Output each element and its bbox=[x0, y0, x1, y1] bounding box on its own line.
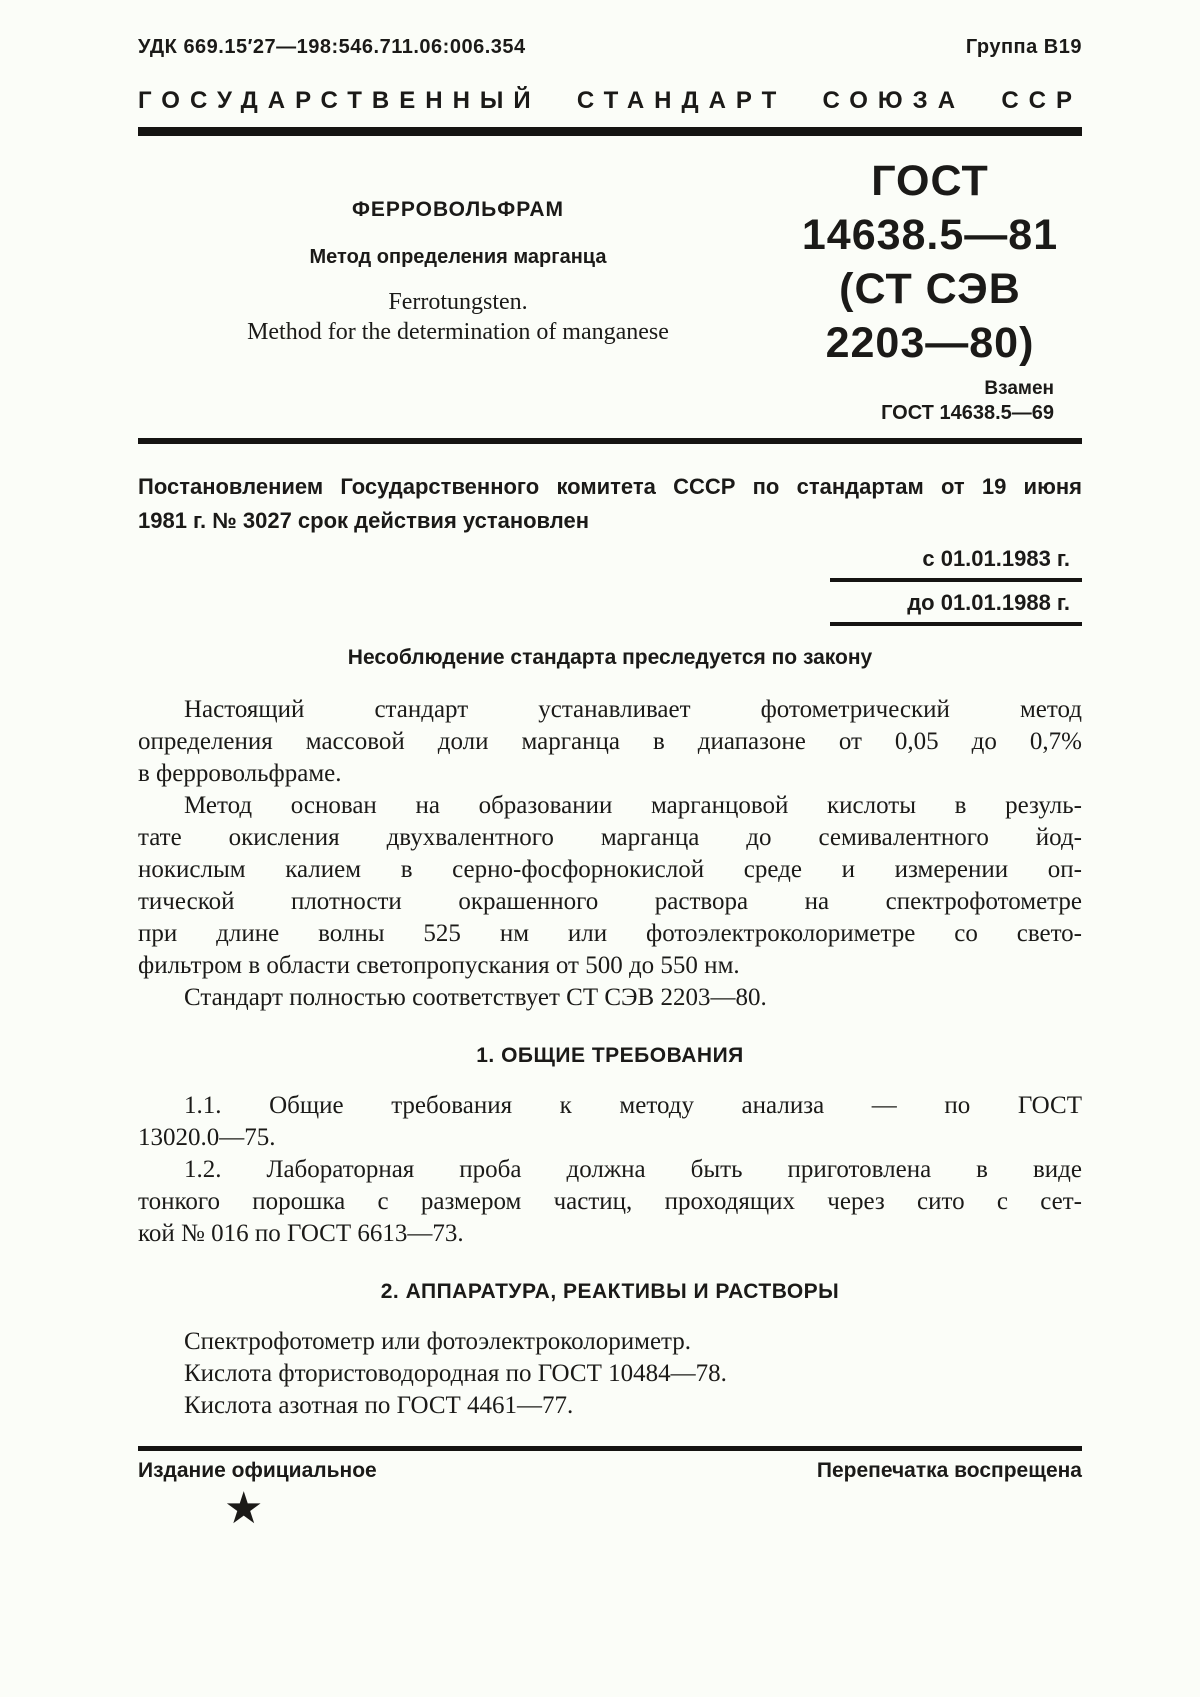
intro-p2-line: нокислым калием в серно-фосфорнокислой среде и измерении оп- bbox=[138, 856, 1082, 883]
designation-line-2: 14638.5—81 bbox=[801, 211, 1059, 259]
intro-p1-line: Настоящий стандарт устанавливает фотометрический метод bbox=[184, 696, 1082, 723]
intro-p1-line: в ферровольфраме. bbox=[138, 760, 342, 787]
group-code: Группа В19 bbox=[965, 36, 1082, 58]
clause-1-2-line: тонкого порошка с размером частиц, проходящих через сито с сет- bbox=[138, 1188, 1082, 1215]
designation-line-1: ГОСТ bbox=[871, 157, 989, 205]
top-row bbox=[138, 36, 1082, 59]
section2-heading: 2. АППАРАТУРА, РЕАКТИВЫ И РАСТВОРЫ bbox=[380, 1280, 840, 1303]
clause-1-2-line: кой № 016 по ГОСТ 6613—73. bbox=[138, 1220, 464, 1247]
section1-text bbox=[138, 1090, 1082, 1250]
replaces-label: Взамен bbox=[984, 378, 1054, 399]
standard-type-heading: ГОСУДАРСТВЕННЫЙ СТАНДАРТ СОЮЗА ССР bbox=[138, 87, 1082, 114]
replaces-value: ГОСТ 14638.5—69 bbox=[881, 402, 1054, 424]
legal-notice: Несоблюдение стандарта преследуется по закону bbox=[347, 646, 873, 669]
clause-1-2-line: 1.2. Лабораторная проба должна быть приготовлена в виде bbox=[184, 1156, 1082, 1183]
section2-text bbox=[138, 1326, 1082, 1422]
decree-paragraph bbox=[138, 470, 1082, 538]
footer-row bbox=[138, 1459, 1082, 1483]
valid-to-date: до 01.01.1988 г. bbox=[907, 590, 1070, 615]
standard-designation bbox=[778, 154, 1082, 370]
section1-heading: 1. ОБЩИЕ ТРЕБОВАНИЯ bbox=[476, 1044, 744, 1067]
section2-item: Кислота азотная по ГОСТ 4461—77. bbox=[184, 1392, 574, 1419]
valid-from-row bbox=[830, 546, 1082, 582]
reprint-forbidden-label: Перепечатка воспрещена bbox=[816, 1459, 1082, 1482]
designation-line-3: (СТ СЭВ bbox=[839, 265, 1021, 313]
intro-p2-line: тической плотности окрашенного раствора на спектрофотометре bbox=[138, 888, 1082, 915]
title-russian: ФЕРРОВОЛЬФРАМ bbox=[351, 198, 565, 221]
valid-to-row bbox=[830, 590, 1082, 626]
title-column bbox=[138, 136, 778, 426]
intro-text bbox=[138, 694, 1082, 1014]
top-divider-rule bbox=[138, 127, 1082, 136]
page-content bbox=[138, 0, 1082, 1533]
section2-item: Спектрофотометр или фотоэлектроколориметр. bbox=[184, 1328, 692, 1355]
title-english: Ferrotungsten. bbox=[388, 289, 528, 315]
decree-line: Постановлением Государственного комитета СССР по стандартам от 19 июня bbox=[138, 474, 1082, 499]
valid-from-date: с 01.01.1983 г. bbox=[922, 546, 1070, 571]
designation-line-4: 2203—80) bbox=[825, 319, 1035, 367]
designation-column bbox=[778, 136, 1082, 426]
udc-number: УДК 669.15′27—198:546.711.06:006.354 bbox=[138, 36, 526, 58]
footer-divider-rule bbox=[138, 1446, 1082, 1451]
clause-1-1-line: 13020.0—75. bbox=[138, 1124, 276, 1151]
intro-p1-line: определения массовой доли марганца в диапазоне от 0,05 до 0,7% bbox=[138, 728, 1082, 755]
intro-p2-line: при длине волны 525 нм или фотоэлектроколориметре со свето- bbox=[138, 920, 1082, 947]
title-block bbox=[138, 136, 1082, 426]
clause-1-1-line: 1.1. Общие требования к методу анализа — по ГОСТ bbox=[184, 1092, 1082, 1119]
mid-divider-rule bbox=[138, 438, 1082, 444]
intro-p3-line: Стандарт полностью соответствует СТ СЭВ 2203—80. bbox=[184, 984, 767, 1011]
official-edition-label: Издание официальное bbox=[138, 1459, 377, 1482]
replaces-block bbox=[778, 378, 1082, 426]
intro-p2-line: Метод основан на образовании марганцовой кислоты в резуль- bbox=[184, 792, 1082, 819]
intro-p2-line: фильтром в области светопропускания от 500 до 550 нм. bbox=[138, 952, 740, 979]
decree-line: 1981 г. № 3027 срок действия установлен bbox=[138, 508, 589, 533]
subtitle-english: Method for the determination of manganese bbox=[247, 319, 669, 345]
intro-p2-line: тате окисления двухвалентного марганца до семивалентного йод- bbox=[138, 824, 1082, 851]
star-icon: ★ bbox=[224, 1483, 264, 1534]
subtitle-russian: Метод определения марганца bbox=[309, 246, 607, 268]
section2-item: Кислота фтористоводородная по ГОСТ 10484—78. bbox=[184, 1360, 727, 1387]
